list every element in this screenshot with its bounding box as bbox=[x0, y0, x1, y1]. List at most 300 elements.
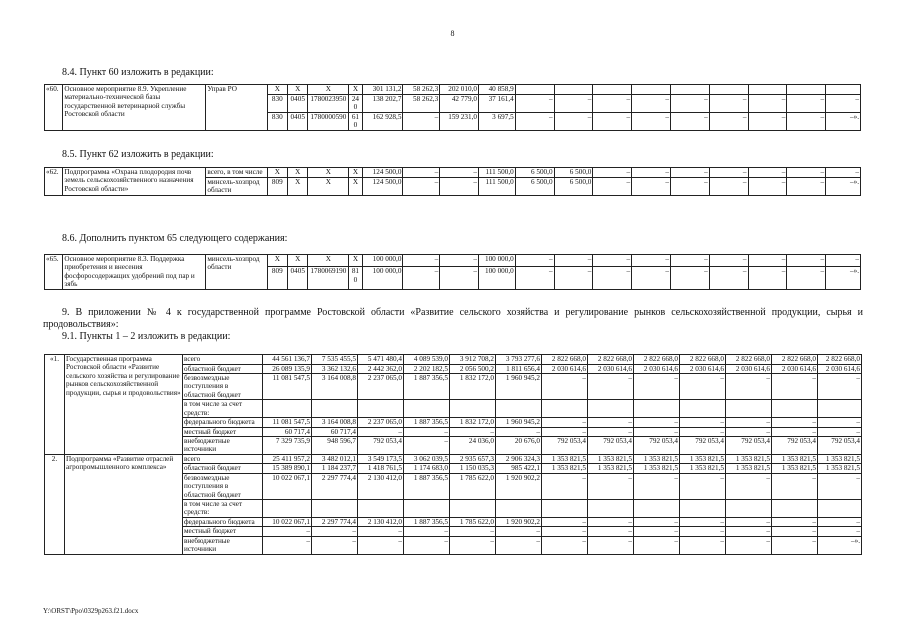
amount-cell: 2 030 614,6 bbox=[542, 364, 588, 374]
funding-source-label: безвозмездные поступления в областной бюджет bbox=[183, 374, 263, 400]
amount-cell: 1 785 622,0 bbox=[450, 473, 496, 499]
amount-cell: 26 089 135,9 bbox=[263, 364, 312, 374]
table-program-items-1-2 bbox=[44, 354, 862, 555]
amount-cell: 1 887 356,5 bbox=[404, 517, 450, 527]
value-cell: Х bbox=[308, 178, 349, 196]
amount-cell: – bbox=[818, 473, 862, 499]
value-cell bbox=[515, 85, 554, 95]
amount-cell: – bbox=[726, 473, 772, 499]
amount-cell: 1 887 356,5 bbox=[404, 418, 450, 428]
amount-cell: 792 053,4 bbox=[588, 437, 634, 455]
amount-cell: – bbox=[772, 427, 818, 437]
value-cell: – bbox=[515, 95, 554, 113]
value-cell: – bbox=[554, 255, 593, 267]
amount-cell: 2 822 668,0 bbox=[818, 355, 862, 365]
amount-cell: 1 353 821,5 bbox=[542, 464, 588, 474]
amount-cell: 2 130 412,0 bbox=[358, 473, 404, 499]
amount-cell bbox=[818, 400, 862, 418]
table-row bbox=[45, 255, 861, 267]
value-cell: – bbox=[632, 267, 671, 289]
executor-cell: Управ РО bbox=[206, 85, 267, 131]
program-name: Подпрограмма «Развитие отраслей агропромышленного комплекса» bbox=[65, 454, 183, 554]
amount-cell: – bbox=[818, 527, 862, 537]
amount-cell: – bbox=[680, 536, 726, 554]
amount-cell: – bbox=[542, 536, 588, 554]
amount-cell: – bbox=[542, 374, 588, 400]
amount-cell bbox=[404, 500, 450, 518]
program-number: 2. bbox=[45, 454, 65, 554]
funding-source-label: внебюджетные источники bbox=[183, 536, 263, 554]
value-cell: Х bbox=[267, 168, 287, 178]
amount-cell: 2 935 657,3 bbox=[450, 454, 496, 464]
amount-cell: – bbox=[818, 374, 862, 400]
funding-source-label: внебюджетные источники bbox=[183, 437, 263, 455]
amount-cell: 948 596,7 bbox=[312, 437, 358, 455]
amount-cell: – bbox=[772, 473, 818, 499]
value-cell: – bbox=[826, 168, 861, 178]
value-cell: 240 bbox=[349, 95, 362, 113]
item-number: «60. bbox=[45, 85, 63, 131]
value-cell: – bbox=[593, 112, 632, 130]
amount-cell bbox=[680, 400, 726, 418]
value-cell: 809 bbox=[267, 267, 287, 289]
amount-cell: 2 202 182,5 bbox=[404, 364, 450, 374]
amount-cell: 24 036,0 bbox=[450, 437, 496, 455]
value-cell: – bbox=[748, 112, 787, 130]
amount-cell: – bbox=[726, 536, 772, 554]
amount-cell: 1 353 821,5 bbox=[680, 464, 726, 474]
value-cell: – bbox=[440, 178, 479, 196]
amount-cell: 15 389 890,1 bbox=[263, 464, 312, 474]
amount-cell: 2 297 774,4 bbox=[312, 473, 358, 499]
amount-cell: –». bbox=[818, 536, 862, 554]
program-number: «1. bbox=[45, 355, 65, 455]
value-cell: – bbox=[632, 95, 671, 113]
amount-cell bbox=[358, 400, 404, 418]
amount-cell: 1 887 356,5 bbox=[404, 374, 450, 400]
funding-source-label: в том числе за счет средств: bbox=[183, 500, 263, 518]
amount-cell: 1 353 821,5 bbox=[588, 464, 634, 474]
value-cell: – bbox=[593, 178, 632, 196]
value-cell: Х bbox=[349, 178, 362, 196]
amount-cell: 2 297 774,4 bbox=[312, 517, 358, 527]
value-cell: – bbox=[670, 178, 709, 196]
amount-cell: 1 960 945,2 bbox=[496, 374, 542, 400]
table-row bbox=[45, 85, 861, 95]
value-cell: 138 202,7 bbox=[362, 95, 403, 113]
amount-cell: 792 053,4 bbox=[818, 437, 862, 455]
value-cell: – bbox=[709, 255, 748, 267]
amount-cell: – bbox=[404, 427, 450, 437]
executor-cell: всего, в том числе bbox=[206, 168, 267, 178]
amount-cell bbox=[772, 500, 818, 518]
value-cell bbox=[554, 85, 593, 95]
table-row bbox=[45, 168, 861, 178]
value-cell: – bbox=[748, 255, 787, 267]
value-cell: –». bbox=[826, 267, 861, 289]
value-cell: – bbox=[403, 255, 440, 267]
value-cell: 830 bbox=[267, 112, 287, 130]
amount-cell: – bbox=[542, 427, 588, 437]
value-cell: – bbox=[515, 112, 554, 130]
amount-cell: 1 353 821,5 bbox=[680, 454, 726, 464]
value-cell: 0405 bbox=[288, 95, 308, 113]
amount-cell: 3 482 012,1 bbox=[312, 454, 358, 464]
value-cell: – bbox=[670, 95, 709, 113]
table-item-60 bbox=[44, 84, 861, 131]
value-cell: 58 262,3 bbox=[403, 95, 440, 113]
value-cell: 6 500,0 bbox=[515, 168, 554, 178]
amount-cell: 7 329 735,9 bbox=[263, 437, 312, 455]
file-path-footer: Y:\ORST\Ppo\0329p263.f21.docx bbox=[43, 607, 139, 615]
amount-cell: – bbox=[542, 418, 588, 428]
value-cell: 3 697,5 bbox=[478, 112, 515, 130]
amount-cell bbox=[450, 400, 496, 418]
value-cell: 809 bbox=[267, 178, 287, 196]
value-cell bbox=[709, 85, 748, 95]
amount-cell: – bbox=[542, 473, 588, 499]
funding-source-label: областной бюджет bbox=[183, 364, 263, 374]
amount-cell: 1 785 622,0 bbox=[450, 517, 496, 527]
amount-cell: 1 920 902,2 bbox=[496, 473, 542, 499]
amount-cell: – bbox=[634, 527, 680, 537]
amount-cell: – bbox=[358, 527, 404, 537]
amount-cell: – bbox=[588, 374, 634, 400]
value-cell: – bbox=[670, 168, 709, 178]
value-cell: 610 bbox=[349, 112, 362, 130]
paragraph-9-1: 9.1. Пункты 1 – 2 изложить в редакции: bbox=[62, 331, 231, 342]
value-cell: – bbox=[515, 267, 554, 289]
amount-cell: – bbox=[680, 418, 726, 428]
amount-cell: 2 822 668,0 bbox=[634, 355, 680, 365]
value-cell: Х bbox=[349, 168, 362, 178]
value-cell: – bbox=[748, 178, 787, 196]
amount-cell bbox=[263, 500, 312, 518]
value-cell: 0405 bbox=[288, 267, 308, 289]
amount-cell: 2 056 500,2 bbox=[450, 364, 496, 374]
value-cell: Х bbox=[288, 168, 308, 178]
amount-cell: – bbox=[404, 536, 450, 554]
amount-cell: – bbox=[772, 536, 818, 554]
value-cell: – bbox=[403, 178, 440, 196]
amount-cell: – bbox=[312, 527, 358, 537]
paragraph-9: 9. В приложении № 4 к государственной программе Ростовской области «Развитие сельского хозяйства и регулирование рынков сельскохозяйственной продукции, сырья и продовольствия»: bbox=[43, 307, 863, 330]
amount-cell: 1 920 902,2 bbox=[496, 517, 542, 527]
amount-cell: 792 053,4 bbox=[680, 437, 726, 455]
value-cell: – bbox=[403, 112, 440, 130]
amount-cell: 11 081 547,5 bbox=[263, 418, 312, 428]
value-cell: 37 161,4 bbox=[478, 95, 515, 113]
item-name: Основное мероприятие 8.3. Поддержка приобретения и внесения фосфоросодержащих удобрений под пар и зябь bbox=[63, 255, 206, 290]
amount-cell: – bbox=[496, 427, 542, 437]
value-cell: – bbox=[709, 178, 748, 196]
amount-cell bbox=[726, 500, 772, 518]
amount-cell: 1 353 821,5 bbox=[588, 454, 634, 464]
amount-cell bbox=[634, 500, 680, 518]
funding-source-label: всего bbox=[183, 355, 263, 365]
value-cell bbox=[593, 85, 632, 95]
amount-cell: – bbox=[542, 527, 588, 537]
funding-source-label: местный бюджет bbox=[183, 427, 263, 437]
value-cell: 40 858,9 bbox=[478, 85, 515, 95]
funding-source-label: федерального бюджета bbox=[183, 418, 263, 428]
value-cell bbox=[826, 85, 861, 95]
value-cell: – bbox=[440, 168, 479, 178]
value-cell bbox=[748, 85, 787, 95]
amount-cell: – bbox=[634, 418, 680, 428]
amount-cell: 1 184 237,7 bbox=[312, 464, 358, 474]
value-cell: – bbox=[709, 168, 748, 178]
item-name: Основное мероприятие 8.9. Укрепление материально-технической базы государственной ветеринарной службы Ростовской области bbox=[63, 85, 206, 131]
amount-cell: 1 418 761,5 bbox=[358, 464, 404, 474]
value-cell: – bbox=[748, 95, 787, 113]
amount-cell: – bbox=[404, 437, 450, 455]
value-cell: – bbox=[440, 267, 479, 289]
value-cell: – bbox=[787, 267, 826, 289]
funding-source-label: всего bbox=[183, 454, 263, 464]
value-cell: – bbox=[709, 112, 748, 130]
amount-cell: 1 811 656,4 bbox=[496, 364, 542, 374]
amount-cell: – bbox=[496, 527, 542, 537]
amount-cell: – bbox=[496, 536, 542, 554]
section-8-4-heading: 8.4. Пункт 60 изложить в редакции: bbox=[62, 67, 214, 78]
amount-cell: 3 549 173,5 bbox=[358, 454, 404, 464]
value-cell: – bbox=[632, 178, 671, 196]
value-cell: Х bbox=[308, 255, 349, 267]
amount-cell: 1 353 821,5 bbox=[772, 464, 818, 474]
amount-cell: – bbox=[680, 527, 726, 537]
amount-cell: 2 237 065,0 bbox=[358, 374, 404, 400]
value-cell: – bbox=[670, 255, 709, 267]
amount-cell: 3 362 132,6 bbox=[312, 364, 358, 374]
funding-source-label: федерального бюджета bbox=[183, 517, 263, 527]
section-8-6-heading: 8.6. Дополнить пунктом 65 следующего содержания: bbox=[62, 233, 288, 244]
amount-cell: 60 717,4 bbox=[263, 427, 312, 437]
value-cell: – bbox=[440, 255, 479, 267]
amount-cell: – bbox=[588, 473, 634, 499]
value-cell: 111 500,0 bbox=[478, 168, 515, 178]
amount-cell: 7 535 455,5 bbox=[312, 355, 358, 365]
value-cell: – bbox=[593, 168, 632, 178]
amount-cell: 44 561 136,7 bbox=[263, 355, 312, 365]
value-cell: –». bbox=[826, 178, 861, 196]
amount-cell bbox=[263, 400, 312, 418]
value-cell: Х bbox=[267, 255, 287, 267]
amount-cell: 3 793 277,6 bbox=[496, 355, 542, 365]
value-cell: – bbox=[554, 95, 593, 113]
amount-cell: 3 912 708,2 bbox=[450, 355, 496, 365]
amount-cell bbox=[818, 500, 862, 518]
value-cell: – bbox=[632, 168, 671, 178]
amount-cell: – bbox=[312, 536, 358, 554]
value-cell: – bbox=[554, 112, 593, 130]
amount-cell: 1 960 945,2 bbox=[496, 418, 542, 428]
value-cell: 162 928,5 bbox=[362, 112, 403, 130]
amount-cell: 1 353 821,5 bbox=[726, 464, 772, 474]
amount-cell: 1 832 172,0 bbox=[450, 374, 496, 400]
value-cell: – bbox=[787, 112, 826, 130]
amount-cell bbox=[312, 400, 358, 418]
value-cell: Х bbox=[288, 255, 308, 267]
value-cell: – bbox=[709, 267, 748, 289]
funding-source-label: местный бюджет bbox=[183, 527, 263, 537]
amount-cell: – bbox=[588, 536, 634, 554]
amount-cell: 5 471 480,4 bbox=[358, 355, 404, 365]
table-item-65 bbox=[44, 254, 861, 290]
amount-cell: 1 832 172,0 bbox=[450, 418, 496, 428]
value-cell: 100 000,0 bbox=[478, 267, 515, 289]
amount-cell: – bbox=[263, 536, 312, 554]
funding-source-label: в том числе за счет средств: bbox=[183, 400, 263, 418]
value-cell: Х bbox=[308, 168, 349, 178]
program-name: Государственная программа Ростовской области «Развитие сельского хозяйства и регулирование рынков сельскохозяйственной продукции, сырья и продовольствия» bbox=[65, 355, 183, 455]
value-cell: 301 131,2 bbox=[362, 85, 403, 95]
amount-cell: – bbox=[450, 536, 496, 554]
amount-cell: 1 353 821,5 bbox=[772, 454, 818, 464]
amount-cell: 4 089 539,0 bbox=[404, 355, 450, 365]
amount-cell: – bbox=[263, 527, 312, 537]
value-cell: 1780069190 bbox=[308, 267, 349, 289]
amount-cell: 11 081 547,5 bbox=[263, 374, 312, 400]
amount-cell: 2 822 668,0 bbox=[542, 355, 588, 365]
amount-cell: – bbox=[726, 517, 772, 527]
value-cell: 58 262,3 bbox=[403, 85, 440, 95]
value-cell: 6 500,0 bbox=[554, 168, 593, 178]
amount-cell: 1 174 683,0 bbox=[404, 464, 450, 474]
page-number: 8 bbox=[450, 29, 455, 38]
amount-cell: 2 030 614,6 bbox=[588, 364, 634, 374]
amount-cell: – bbox=[818, 517, 862, 527]
amount-cell bbox=[542, 400, 588, 418]
value-cell: 100 000,0 bbox=[362, 267, 403, 289]
amount-cell: 2 030 614,6 bbox=[772, 364, 818, 374]
value-cell: Х bbox=[308, 85, 349, 95]
amount-cell bbox=[588, 400, 634, 418]
section-8-5-heading: 8.5. Пункт 62 изложить в редакции: bbox=[62, 149, 214, 160]
amount-cell bbox=[358, 500, 404, 518]
amount-cell: 10 022 067,1 bbox=[263, 517, 312, 527]
amount-cell: 2 030 614,6 bbox=[726, 364, 772, 374]
amount-cell: – bbox=[634, 374, 680, 400]
amount-cell: 20 676,0 bbox=[496, 437, 542, 455]
amount-cell bbox=[450, 500, 496, 518]
amount-cell: 2 906 324,3 bbox=[496, 454, 542, 464]
amount-cell: – bbox=[726, 374, 772, 400]
amount-cell bbox=[772, 400, 818, 418]
value-cell: – bbox=[554, 267, 593, 289]
amount-cell: – bbox=[634, 427, 680, 437]
value-cell: 159 231,0 bbox=[440, 112, 479, 130]
amount-cell: – bbox=[680, 427, 726, 437]
table-row bbox=[45, 355, 862, 365]
amount-cell: 60 717,4 bbox=[312, 427, 358, 437]
value-cell: 202 010,0 bbox=[440, 85, 479, 95]
value-cell: – bbox=[515, 255, 554, 267]
amount-cell bbox=[634, 400, 680, 418]
executor-cell: минсель-хозпрод области bbox=[206, 255, 267, 290]
amount-cell: 1 150 035,3 bbox=[450, 464, 496, 474]
amount-cell: – bbox=[680, 374, 726, 400]
value-cell: – bbox=[403, 267, 440, 289]
item-name: Подпрограмма «Охрана плодородия почв земель сельскохозяйственного назначения Ростовской области» bbox=[63, 168, 206, 196]
value-cell: 0405 bbox=[288, 112, 308, 130]
amount-cell: 792 053,4 bbox=[358, 437, 404, 455]
value-cell: 42 779,0 bbox=[440, 95, 479, 113]
amount-cell: – bbox=[588, 517, 634, 527]
amount-cell: – bbox=[680, 517, 726, 527]
amount-cell: – bbox=[358, 427, 404, 437]
amount-cell: 2 822 668,0 bbox=[772, 355, 818, 365]
value-cell: Х bbox=[267, 85, 287, 95]
value-cell: Х bbox=[288, 85, 308, 95]
value-cell: – bbox=[670, 112, 709, 130]
value-cell: – bbox=[826, 95, 861, 113]
amount-cell: – bbox=[450, 527, 496, 537]
amount-cell bbox=[726, 400, 772, 418]
table-row bbox=[45, 454, 862, 464]
amount-cell bbox=[312, 500, 358, 518]
value-cell: – bbox=[787, 255, 826, 267]
amount-cell: 3 164 008,8 bbox=[312, 374, 358, 400]
amount-cell: 1 353 821,5 bbox=[634, 464, 680, 474]
amount-cell: – bbox=[772, 517, 818, 527]
amount-cell: 1 353 821,5 bbox=[634, 454, 680, 464]
value-cell: – bbox=[787, 95, 826, 113]
amount-cell bbox=[496, 500, 542, 518]
value-cell bbox=[670, 85, 709, 95]
amount-cell: – bbox=[726, 418, 772, 428]
amount-cell: – bbox=[450, 427, 496, 437]
value-cell: 124 500,0 bbox=[362, 168, 403, 178]
amount-cell bbox=[404, 400, 450, 418]
amount-cell: 2 030 614,6 bbox=[680, 364, 726, 374]
amount-cell bbox=[496, 400, 542, 418]
amount-cell: 1 353 821,5 bbox=[726, 454, 772, 464]
value-cell: 124 500,0 bbox=[362, 178, 403, 196]
amount-cell: – bbox=[588, 427, 634, 437]
amount-cell: 2 822 668,0 bbox=[588, 355, 634, 365]
amount-cell: 2 030 614,6 bbox=[634, 364, 680, 374]
value-cell: Х bbox=[288, 178, 308, 196]
value-cell bbox=[787, 85, 826, 95]
value-cell: – bbox=[632, 112, 671, 130]
amount-cell: 2 442 362,0 bbox=[358, 364, 404, 374]
amount-cell: – bbox=[404, 527, 450, 537]
value-cell: – bbox=[748, 267, 787, 289]
amount-cell: – bbox=[634, 517, 680, 527]
amount-cell: 2 130 412,0 bbox=[358, 517, 404, 527]
value-cell: – bbox=[748, 168, 787, 178]
value-cell: – bbox=[826, 255, 861, 267]
amount-cell: 2 822 668,0 bbox=[726, 355, 772, 365]
amount-cell: – bbox=[588, 527, 634, 537]
amount-cell: – bbox=[818, 427, 862, 437]
amount-cell: – bbox=[588, 418, 634, 428]
value-cell: – bbox=[787, 168, 826, 178]
amount-cell: 792 053,4 bbox=[726, 437, 772, 455]
value-cell: – bbox=[593, 267, 632, 289]
executor-cell: минсель-хозпрод области bbox=[206, 178, 267, 196]
amount-cell: 2 237 065,0 bbox=[358, 418, 404, 428]
amount-cell: 2 030 614,6 bbox=[818, 364, 862, 374]
item-number: «62. bbox=[45, 168, 63, 196]
amount-cell: 1 887 356,5 bbox=[404, 473, 450, 499]
value-cell: – bbox=[787, 178, 826, 196]
amount-cell: 1 353 821,5 bbox=[542, 454, 588, 464]
amount-cell: 792 053,4 bbox=[634, 437, 680, 455]
amount-cell: – bbox=[634, 536, 680, 554]
amount-cell: – bbox=[772, 527, 818, 537]
